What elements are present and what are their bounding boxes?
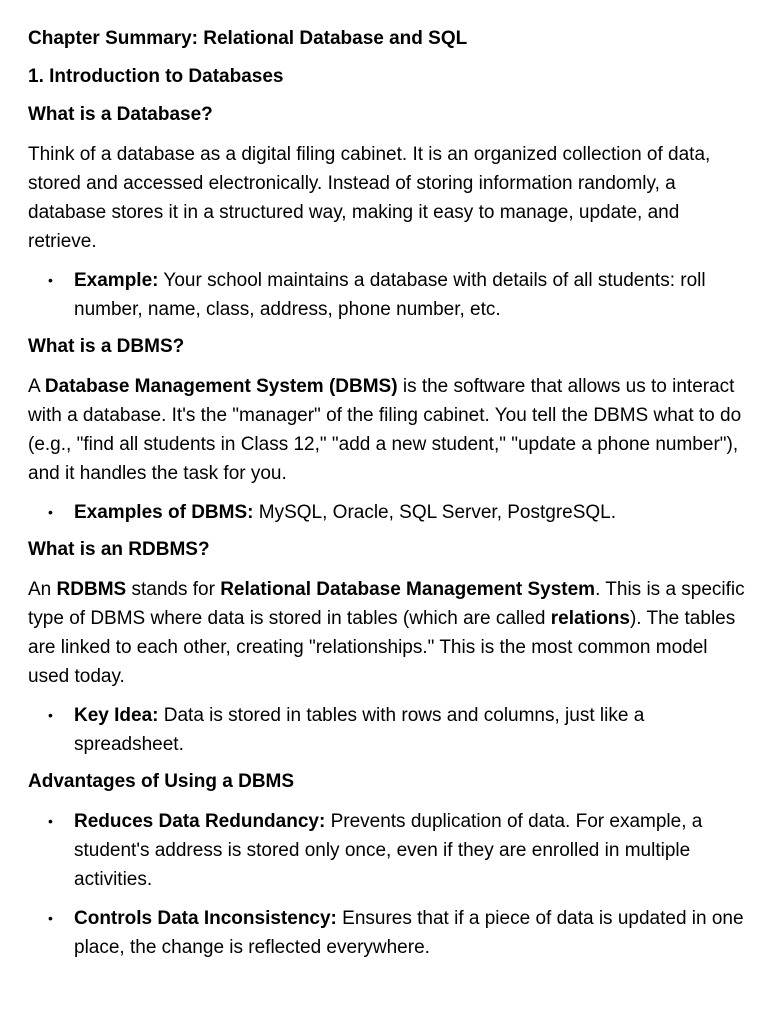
bullet-dot: • — [48, 707, 53, 723]
bullet-text: Prevents duplication of data. For example, a student's address is stored only once, even if they are enrolled in multiple activities. — [74, 811, 703, 890]
subheading-advantages: Advantages of Using a DBMS — [28, 771, 295, 792]
bullet-dot: • — [48, 504, 53, 520]
text-run: ). The tables are linked to each other, creating "relationships." This is the most common model used today. — [28, 608, 736, 687]
list-item-examples-dbms — [28, 498, 750, 527]
text-run: An — [28, 579, 57, 600]
bullet-list-advantages — [28, 807, 750, 962]
text-run: stands for — [126, 579, 221, 600]
bullet-dot: • — [48, 813, 53, 829]
document-page — [28, 26, 750, 972]
bullet-label: Reduces Data Redundancy: — [74, 811, 326, 832]
list-item-example — [28, 266, 750, 324]
bullet-text: Your school maintains a database with details of all students: roll number, name, class, address, phone number, etc. — [74, 270, 706, 320]
bullet-label: Key Idea: — [74, 705, 159, 726]
text-run: . This is a specific type of DBMS where data is stored in tables (which are called — [28, 579, 745, 629]
bold-term-relations: relations — [550, 608, 630, 629]
bullet-text: Data is stored in tables with rows and columns, just like a spreadsheet. — [74, 705, 645, 755]
bullet-label: Controls Data Inconsistency: — [74, 908, 337, 929]
bullet-label: Examples of DBMS: — [74, 502, 254, 523]
bullet-list-rdbms — [28, 701, 750, 759]
list-item-key-idea — [28, 701, 750, 759]
text-run: A — [28, 376, 45, 397]
document-title: Chapter Summary: Relational Database and SQL — [28, 28, 468, 49]
subheading-what-is-dbms: What is a DBMS? — [28, 336, 185, 357]
bullet-dot: • — [48, 910, 53, 926]
list-item-inconsistency — [28, 904, 750, 962]
bullet-list-database — [28, 266, 750, 324]
list-item-redundancy — [28, 807, 750, 894]
bold-term-rdbms: RDBMS — [56, 579, 127, 600]
bullet-label: Example: — [74, 270, 159, 291]
section-heading-introduction: 1. Introduction to Databases — [28, 66, 284, 87]
text-run: is the software that allows us to interact with a database. It's the "manager" of the filing cabinet. You tell the DBMS what to do (e.g., "find all students in Class 12," "add a new student," "update a phone number"), and it handles the task for you. — [28, 376, 742, 484]
bullet-list-dbms — [28, 498, 750, 527]
bold-term-rdbms-full: Relational Database Management System — [220, 579, 596, 600]
bold-term-dbms: Database Management System (DBMS) — [44, 376, 398, 397]
paragraph-rdbms-definition — [28, 575, 750, 691]
bullet-dot: • — [48, 272, 53, 288]
subheading-what-is-database: What is a Database? — [28, 104, 213, 125]
bullet-text: Ensures that if a piece of data is updated in one place, the change is reflected everywhere. — [74, 908, 744, 958]
paragraph-dbms-definition — [28, 372, 750, 488]
subheading-what-is-rdbms: What is an RDBMS? — [28, 539, 210, 560]
bullet-text: MySQL, Oracle, SQL Server, PostgreSQL. — [253, 502, 617, 523]
paragraph-database-definition: Think of a database as a digital filing cabinet. It is an organized collection of data, stored and accessed electronically. Instead of storing information randomly, a database stores it in a structured way, making it easy to manage, update, and retrieve. — [28, 144, 711, 252]
